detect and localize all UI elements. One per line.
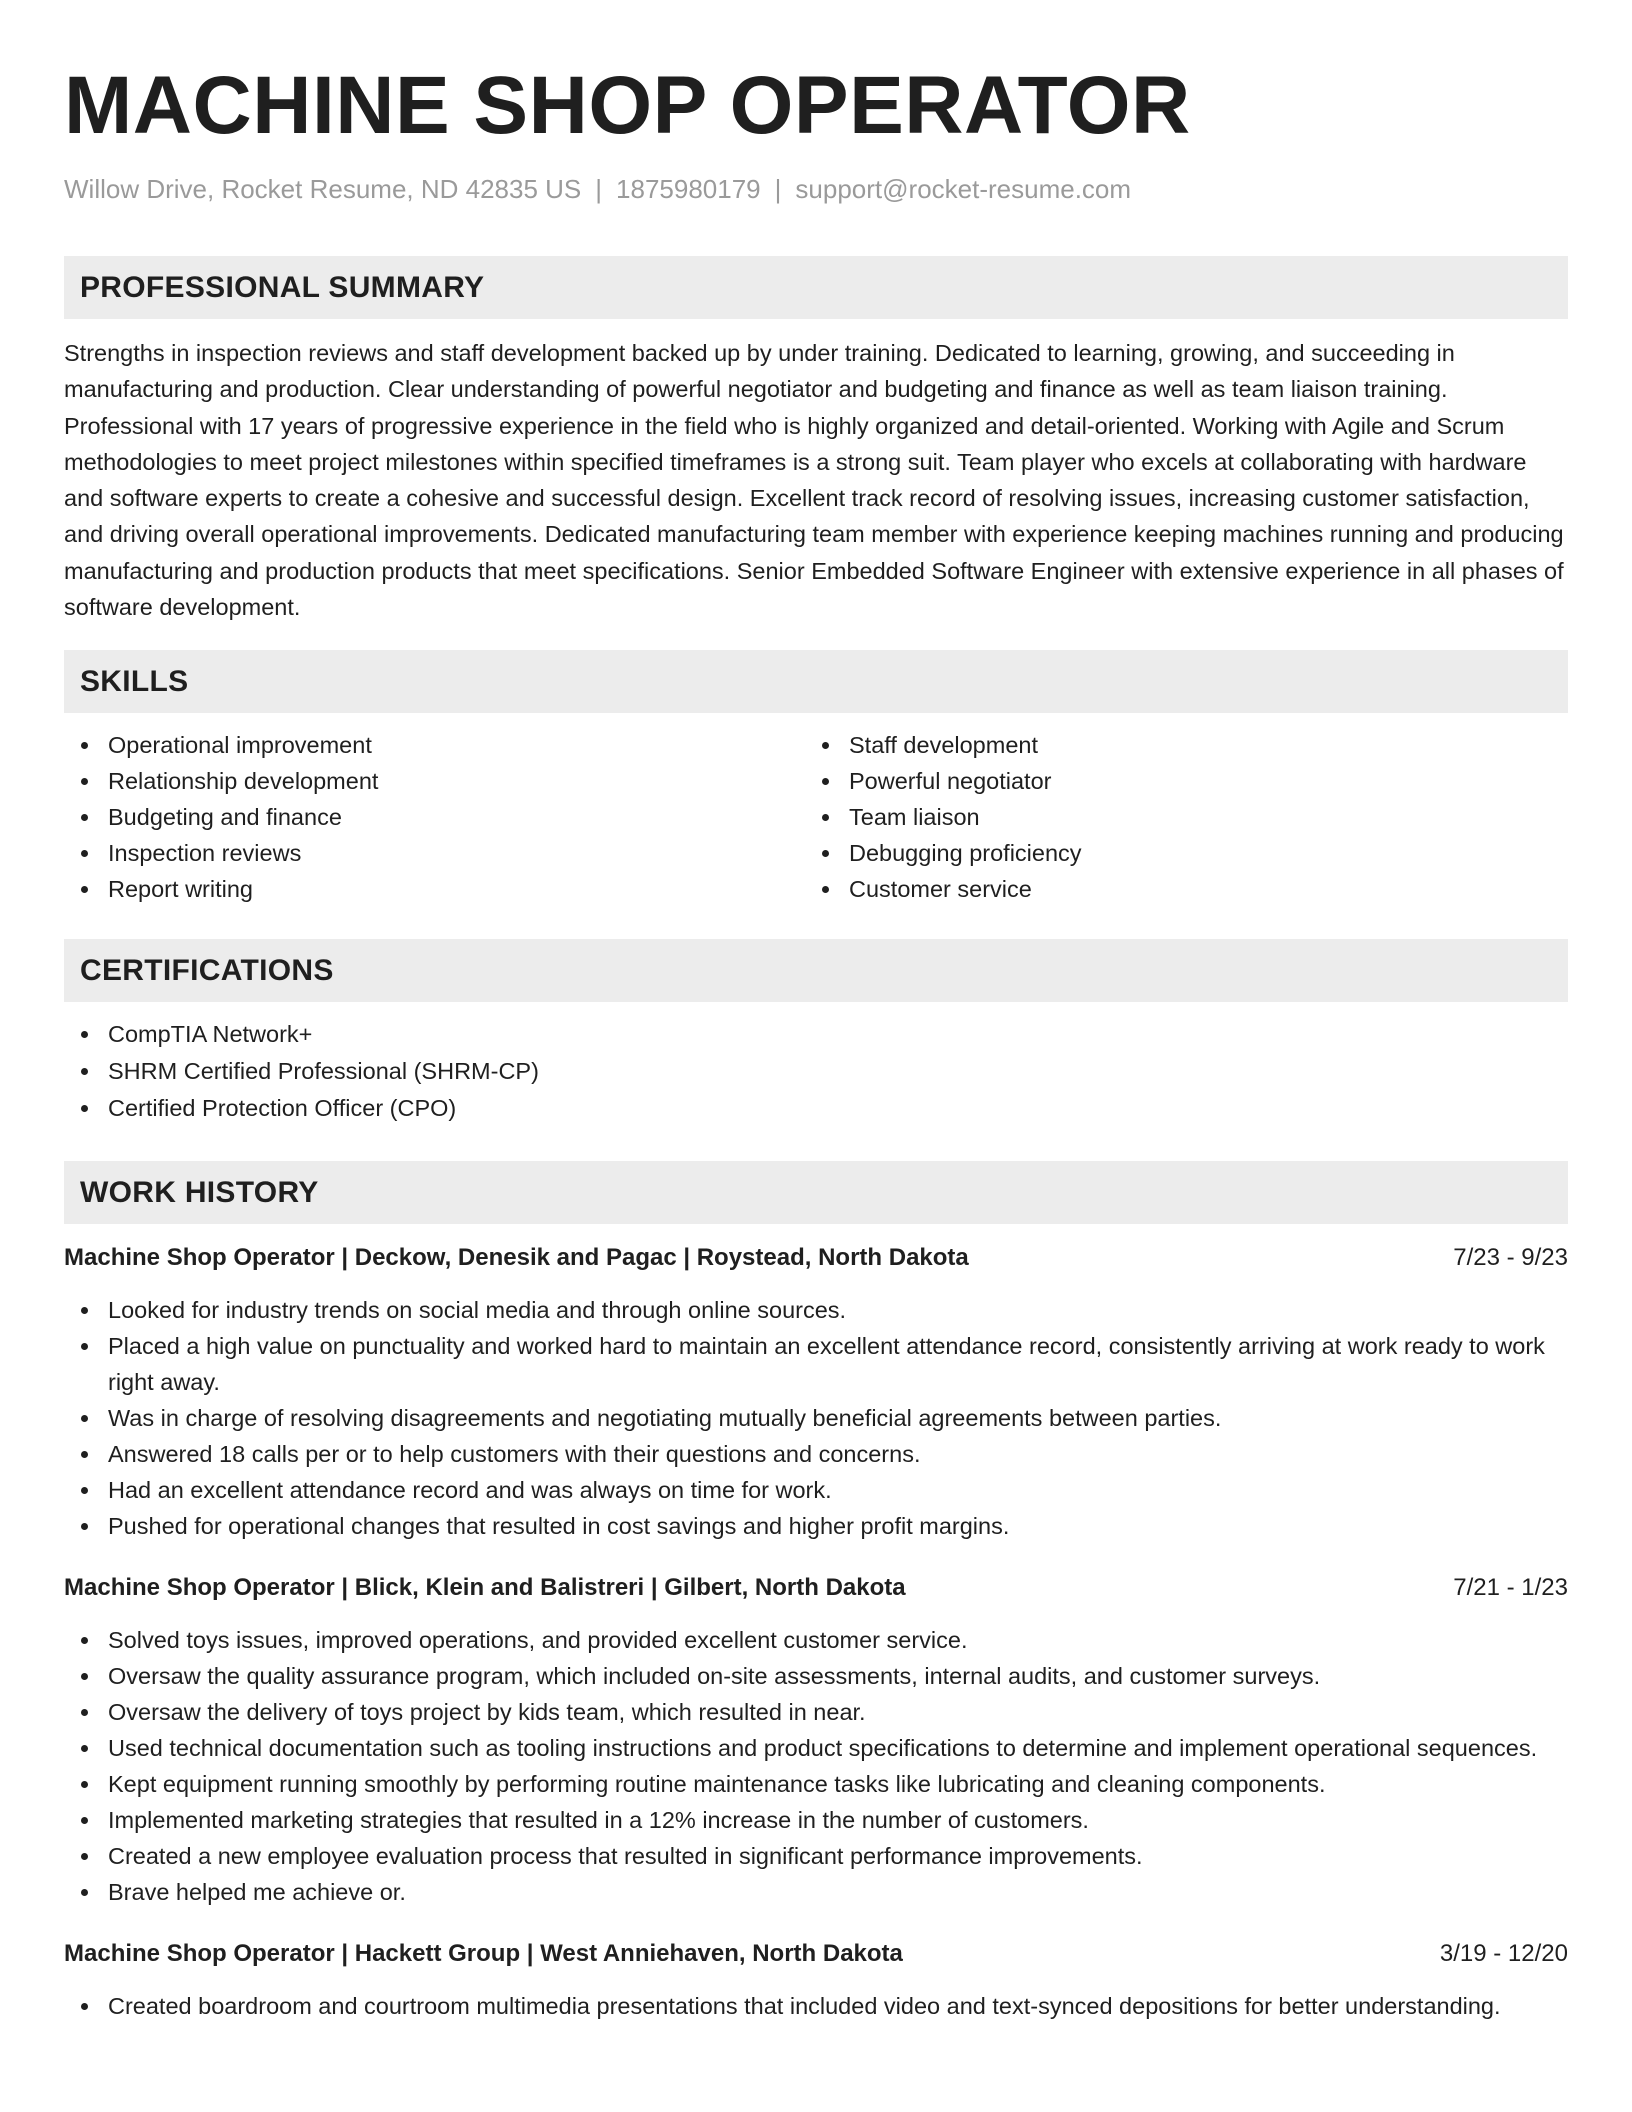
job-heading: Machine Shop Operator | Blick, Klein and Balistreri | Gilbert, North Dakota <box>64 1574 906 1602</box>
skill-item: Inspection reviews <box>64 835 805 871</box>
certifications-list <box>64 1016 1568 1127</box>
skill-item: Operational improvement <box>64 727 805 763</box>
contact-line <box>64 172 1568 206</box>
job-header <box>64 1240 1568 1276</box>
job-header <box>64 1570 1568 1606</box>
contact-separator: | <box>595 174 603 204</box>
job-bullet: Brave helped me achieve or. <box>64 1874 1568 1910</box>
skill-item: Debugging proficiency <box>805 835 1546 871</box>
job-bullet: Oversaw the delivery of toys project by kids team, which resulted in near. <box>64 1694 1568 1730</box>
job-bullets <box>64 1988 1568 2024</box>
contact-phone: 1875980179 <box>616 174 761 204</box>
job-bullet: Created boardroom and courtroom multimedia presentations that included video and text-synced depositions for better understanding. <box>64 1988 1568 2024</box>
skill-item: Report writing <box>64 871 805 907</box>
job-bullet: Pushed for operational changes that resulted in cost savings and higher profit margins. <box>64 1508 1568 1544</box>
skills-section-header <box>64 650 1568 713</box>
job-dates: 3/19 - 12/20 <box>1439 1940 1568 1968</box>
job-entry <box>64 1240 1568 1544</box>
certifications-section-header <box>64 939 1568 1002</box>
job-bullet: Used technical documentation such as tooling instructions and product specifications to determine and implement operational sequences. <box>64 1730 1568 1766</box>
job-bullet: Was in charge of resolving disagreements and negotiating mutually beneficial agreements between parties. <box>64 1400 1568 1436</box>
skills-column-left <box>64 727 805 907</box>
job-bullets <box>64 1292 1568 1544</box>
job-bullet: Placed a high value on punctuality and worked hard to maintain an excellent attendance record, consistently arriving at work ready to work right away. <box>64 1328 1568 1400</box>
skill-item: Team liaison <box>805 799 1546 835</box>
certification-item: CompTIA Network+ <box>64 1016 1568 1053</box>
job-bullet: Looked for industry trends on social media and through online sources. <box>64 1292 1568 1328</box>
work-history-heading: WORK HISTORY <box>80 1175 319 1209</box>
certifications-heading: CERTIFICATIONS <box>80 953 334 987</box>
job-entry <box>64 1570 1568 1910</box>
job-bullet: Created a new employee evaluation process that resulted in significant performance improvements. <box>64 1838 1568 1874</box>
job-dates: 7/23 - 9/23 <box>1453 1244 1568 1272</box>
contact-separator: | <box>774 174 782 204</box>
summary-heading: PROFESSIONAL SUMMARY <box>80 270 485 304</box>
job-heading: Machine Shop Operator | Deckow, Denesik and Pagac | Roystead, North Dakota <box>64 1244 969 1272</box>
skill-item: Powerful negotiator <box>805 763 1546 799</box>
contact-address: Willow Drive, Rocket Resume, ND 42835 US <box>64 174 582 204</box>
certification-item: SHRM Certified Professional (SHRM-CP) <box>64 1053 1568 1090</box>
skills-list <box>64 727 1568 907</box>
job-bullet: Implemented marketing strategies that resulted in a 12% increase in the number of customers. <box>64 1802 1568 1838</box>
job-heading: Machine Shop Operator | Hackett Group | West Anniehaven, North Dakota <box>64 1940 903 1968</box>
skill-item: Customer service <box>805 871 1546 907</box>
job-bullet: Answered 18 calls per or to help customers with their questions and concerns. <box>64 1436 1568 1472</box>
skills-heading: SKILLS <box>80 664 189 698</box>
job-bullet: Had an excellent attendance record and was always on time for work. <box>64 1472 1568 1508</box>
certification-item: Certified Protection Officer (CPO) <box>64 1090 1568 1127</box>
job-entry <box>64 1936 1568 2024</box>
work-history-section-header <box>64 1161 1568 1224</box>
job-bullet: Kept equipment running smoothly by performing routine maintenance tasks like lubricating and cleaning components. <box>64 1766 1568 1802</box>
resume-title: MACHINE SHOP OPERATOR <box>64 60 1191 151</box>
skills-column-right <box>805 727 1546 907</box>
job-dates: 7/21 - 1/23 <box>1453 1574 1568 1602</box>
job-header <box>64 1936 1568 1972</box>
summary-section-header <box>64 256 1568 319</box>
contact-email[interactable]: support@rocket-resume.com <box>795 174 1132 204</box>
job-bullet: Solved toys issues, improved operations, and provided excellent customer service. <box>64 1622 1568 1658</box>
skill-item: Relationship development <box>64 763 805 799</box>
job-bullet: Oversaw the quality assurance program, which included on-site assessments, internal audits, and customer surveys. <box>64 1658 1568 1694</box>
skill-item: Budgeting and finance <box>64 799 805 835</box>
job-bullets <box>64 1622 1568 1910</box>
summary-text: Strengths in inspection reviews and staff development backed up by under training. Dedicated to learning, growing, and succeeding in manufacturing and production. Clear understanding of powerful negotiator and budgeting and finance as well as team liaison training. Professional with 17 years of progressive experience in the field who is highly organized and detail-oriented. Working with Agile and Scrum methodologies to meet project milestones within specified timeframes is a strong suit. Team player who excels at collaborating with hardware and software experts to create a cohesive and successful design. Excellent track record of resolving issues, increasing customer satisfaction, and driving overall operational improvements. Dedicated manufacturing team member with experience keeping machines running and producing manufacturing and production products that meet specifications. Senior Embedded Software Engineer with extensive experience in all phases of software development. <box>64 340 1564 621</box>
skill-item: Staff development <box>805 727 1546 763</box>
